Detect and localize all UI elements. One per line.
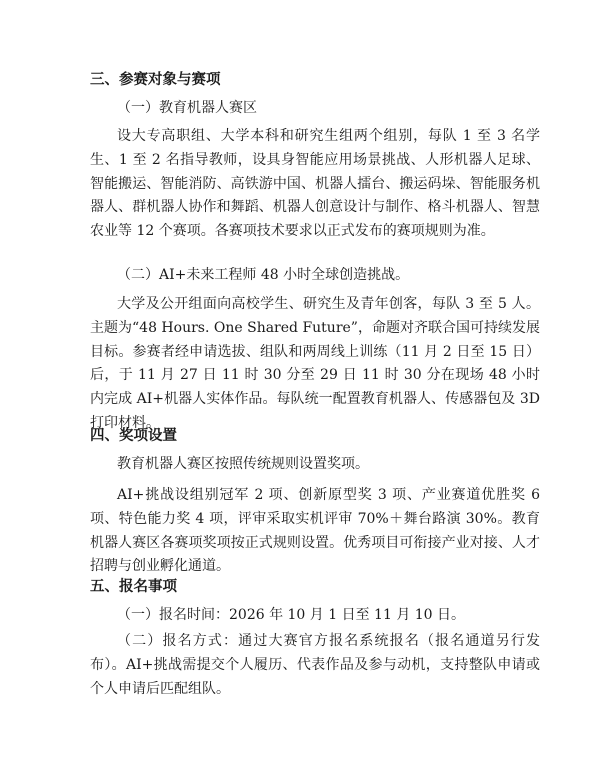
registration-time: （一）报名时间：2026 年 10 月 1 日至 11 月 10 日。 — [117, 607, 466, 623]
section-heading-participants: 三、参赛对象与赛项 — [90, 72, 221, 88]
paragraph-registration-method: （二）报名方式：通过大赛官方报名系统报名（报名通道另行发布）。AI+挑战需提交个人履历、代表作品及参与动机，支持整队申请或个人申请后匹配组队。 — [90, 633, 540, 697]
subheading-ai-challenge: （二）AI+未来工程师 48 小时全球创造挑战。 — [117, 267, 410, 283]
section-heading-awards: 四、奖项设置 — [90, 428, 177, 444]
section-heading-registration: 五、报名事项 — [90, 579, 177, 595]
paragraph-awards-ai: AI+挑战设组别冠军 2 项、创新原型奖 3 项、产业赛道优胜奖 6 项、特色能力奖 4 项，评审采取实机评审 70%＋舞台路演 30%。教育机器人赛区各赛项奖项按正式规则设置。优秀项目可衔接产业对接、人才招聘与创业孵化通道。 — [90, 487, 540, 575]
subheading-education-robot: （一）教育机器人赛区 — [117, 100, 257, 116]
paragraph-ai-challenge: 大学及公开组面向高校学生、研究生及青年创客，每队 3 至 5 人。主题为“48 Hours. One Shared Future”，命题对齐联合国可持续发展目标。参赛者经申请选拔、组队和两周线上训练（11 月 2 日至 15 日）后，于 11 月 27 日 11 时 30 分至 29 日 11 时 30 分在现场 48 小时内完成 AI+机器人实体作品。每队统一配置教育机器人、传感器包及 3D 打印材料。 — [90, 296, 540, 431]
paragraph-awards-traditional: 教育机器人赛区按照传统规则设置奖项。 — [117, 456, 369, 472]
paragraph-education-robot: 设大专高职组、大学本科和研究生组两个组别，每队 1 至 3 名学生、1 至 2 名指导教师，设具身智能应用场景挑战、人形机器人足球、智能搬运、智能消防、高铁游中国、机器人擂台、搬运码垛、智能服务机器人、群机器人协作和舞蹈、机器人创意设计与制作、格斗机器人、智慧农业等 12 个赛项。各赛项技术要求以正式发布的赛项规则为准。 — [90, 128, 540, 240]
